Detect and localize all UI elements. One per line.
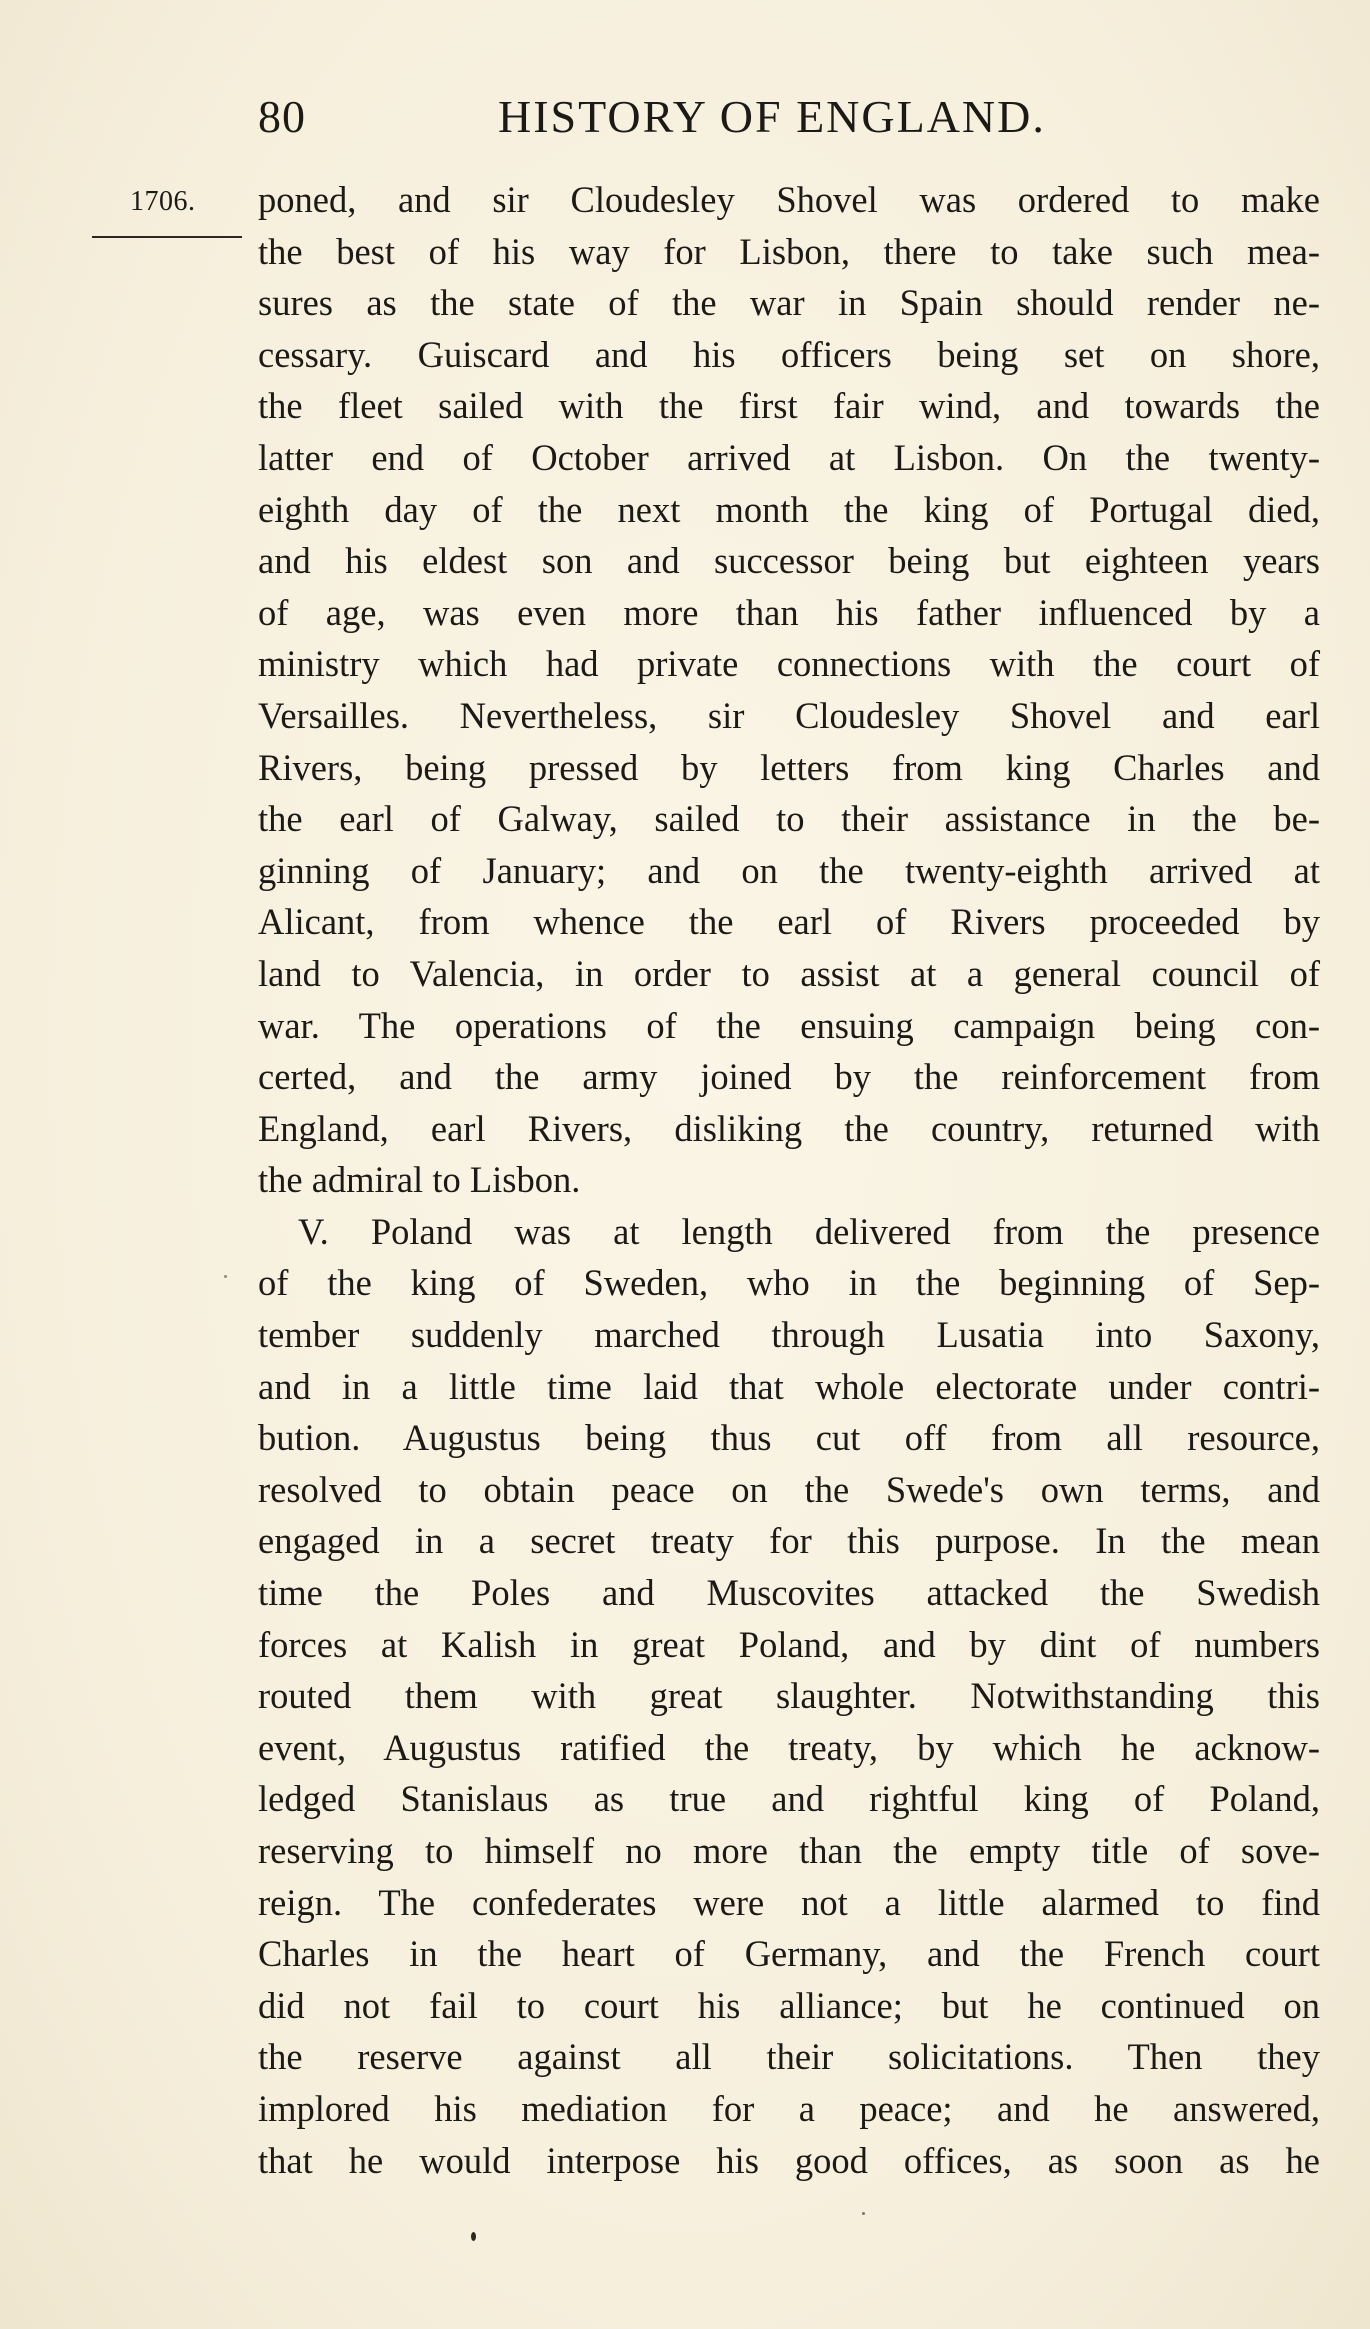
margin-year: 1706.: [130, 186, 196, 217]
text-line: event, Augustus ratified the treaty, by which he acknow-: [258, 1726, 1320, 1768]
text-line: cessary. Guiscard and his officers being set on shore,: [258, 333, 1320, 375]
margin-rule: [92, 236, 242, 238]
text-line: ministry which had private connections with the court of: [258, 643, 1320, 685]
text-line: Alicant, from whence the earl of Rivers proceeded by: [258, 901, 1320, 943]
text-line: did not fail to court his alliance; but he continued on: [258, 1984, 1320, 2026]
text-line: resolved to obtain peace on the Swede's own terms, and: [258, 1468, 1320, 1510]
text-line: latter end of October arrived at Lisbon. On the twenty-: [258, 436, 1320, 478]
text-line: bution. Augustus being thus cut off from all resource,: [258, 1417, 1320, 1459]
text-line: the fleet sailed with the first fair wind, and towards the: [258, 385, 1320, 427]
text-line: and in a little time laid that whole electorate under contri-: [258, 1365, 1320, 1407]
text-line: engaged in a secret treaty for this purpose. In the mean: [258, 1520, 1320, 1562]
text-line: that he would interpose his good offices, as soon as he: [258, 2139, 1320, 2181]
text-line: war. The operations of the ensuing campaign being con-: [258, 1004, 1320, 1046]
text-line: of age, was even more than his father influenced by a: [258, 591, 1320, 633]
text-line: sures as the state of the war in Spain should render ne-: [258, 282, 1320, 324]
text-line: ginning of January; and on the twenty-eighth arrived at: [258, 849, 1320, 891]
text-line: reserving to himself no more than the empty title of sove-: [258, 1830, 1320, 1871]
text-line: England, earl Rivers, disliking the country, returned with: [258, 1107, 1320, 1149]
text-line: implored his mediation for a peace; and he answered,: [258, 2087, 1320, 2129]
body-text: [258, 174, 1320, 2186]
text-line: Charles in the heart of Germany, and the French court: [258, 1933, 1320, 1975]
text-line: the reserve against all their solicitations. Then they: [258, 2036, 1320, 2078]
text-line: poned, and sir Cloudesley Shovel was ordered to make: [258, 179, 1320, 220]
text-line: the admiral to Lisbon.: [258, 1159, 581, 1201]
text-line: reign. The confederates were not a little alarmed to find: [258, 1881, 1320, 1923]
running-title: HISTORY OF ENGLAND.: [498, 91, 1046, 142]
text-line: tember suddenly marched through Lusatia into Saxony,: [258, 1314, 1320, 1356]
ink-speck: [862, 2212, 865, 2215]
text-line: ledged Stanislaus as true and rightful king of Poland,: [258, 1778, 1320, 1820]
text-line: routed them with great slaughter. Notwithstanding this: [258, 1675, 1320, 1717]
text-line: forces at Kalish in great Poland, and by dint of numbers: [258, 1623, 1320, 1665]
running-head: [258, 90, 1318, 150]
text-line: certed, and the army joined by the reinforcement from: [258, 1056, 1320, 1098]
text-line: land to Valencia, in order to assist at a general council of: [258, 952, 1320, 994]
text-line: the earl of Galway, sailed to their assistance in the be-: [258, 798, 1320, 840]
page-number: 80: [258, 91, 306, 142]
text-line-paragraph-start: V. Poland was at length delivered from the presence: [298, 1210, 1320, 1252]
text-line: eighth day of the next month the king of Portugal died,: [258, 488, 1320, 530]
text-line: Rivers, being pressed by letters from king Charles and: [258, 746, 1320, 788]
text-line: of the king of Sweden, who in the beginning of Sep-: [258, 1262, 1320, 1304]
ink-speck: [224, 1275, 227, 1278]
ink-speck: [471, 2232, 476, 2241]
text-line: the best of his way for Lisbon, there to take such mea-: [258, 230, 1320, 272]
text-line: time the Poles and Muscovites attacked the Swedish: [258, 1572, 1320, 1614]
text-line: Versailles. Nevertheless, sir Cloudesley Shovel and earl: [258, 694, 1320, 736]
text-line: and his eldest son and successor being but eighteen years: [258, 540, 1320, 582]
